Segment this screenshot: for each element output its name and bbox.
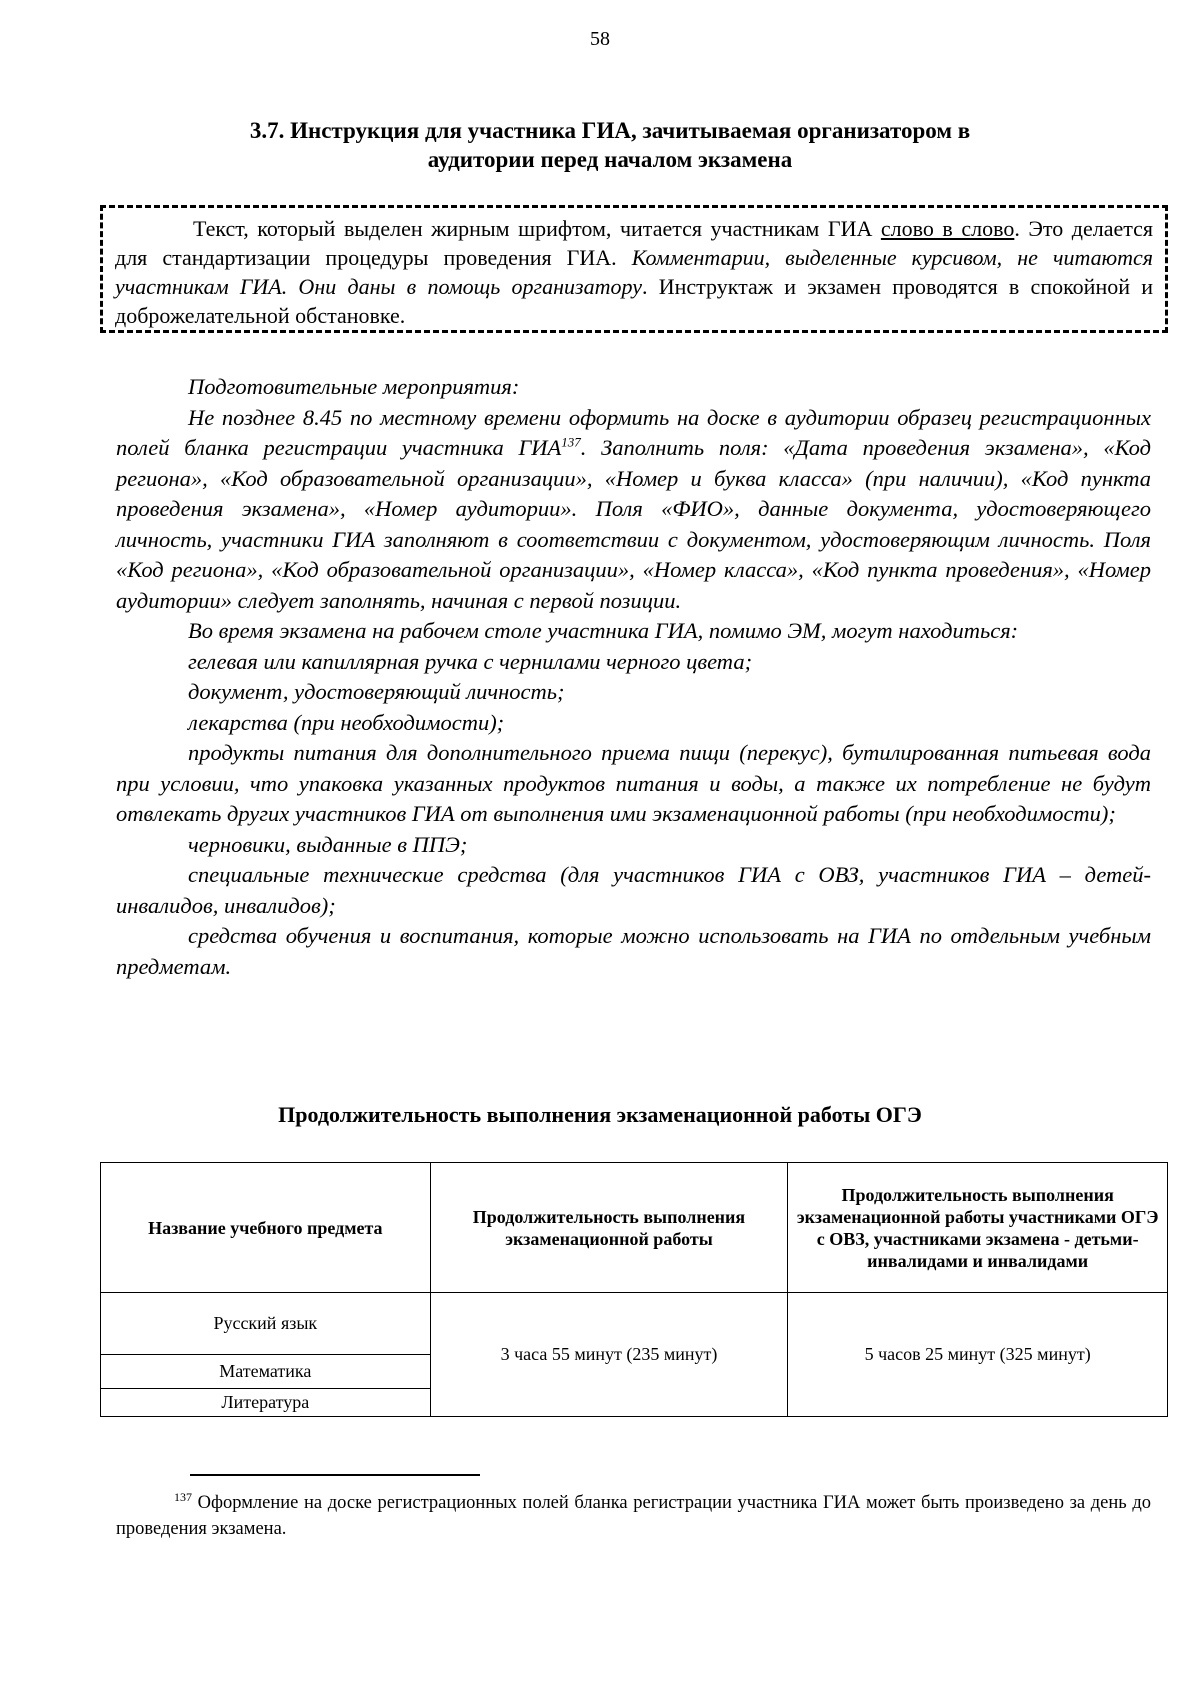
subject-cell: Математика [101, 1355, 431, 1389]
section-title-line-2: аудитории перед началом экзамена [427, 147, 793, 172]
section-title-line-1: 3.7. Инструкция для участника ГИА, зачитываемая организатором в [249, 118, 971, 143]
preparation-p1-text: Не позднее 8.45 по местному времени оформить на доске в аудитории образец регистрационных полей бланка регистрации участника ГИА [116, 404, 1151, 460]
header-duration: Продолжительность выполнения экзаменационной работы [430, 1163, 788, 1293]
header-duration-ovz: Продолжительность выполнения экзаменационной работы участниками ОГЭ с ОВЗ, участниками экзамена - детьми-инвалидами и инвалидами [788, 1163, 1168, 1293]
instruction-notice-box [100, 205, 1168, 333]
allowed-item: гелевая или капиллярная ручка с чернилами черного цвета; [188, 648, 753, 674]
preparation-heading: Подготовительные мероприятия: [188, 374, 520, 399]
notice-italic: Комментарии, выделенные курсивом, не читаются участникам ГИА. Они даны в помощь организатору [115, 245, 1153, 299]
table-title: Продолжительность выполнения экзаменационной работы ОГЭ [278, 1102, 922, 1127]
subject-cell: Русский язык [101, 1293, 431, 1355]
notice-underlined: слово в слово [880, 216, 1015, 241]
footnote-reference: 137 [561, 434, 581, 450]
preparation-paragraph-2: Во время экзамена на рабочем столе участника ГИА, помимо ЭМ, могут находиться: [188, 618, 1019, 643]
section-title [130, 116, 1090, 174]
footnote-separator [190, 1474, 480, 1476]
preparation-paragraph-1 [116, 403, 1151, 617]
footnote-text: Оформление на доске регистрационных полей бланка регистрации участника ГИА может быть произведено за день до проведения экзамена. [116, 1493, 1151, 1539]
allowed-item: специальные технические средства (для участников ГИА с ОВЗ, участников ГИА – детей-инвалидов, инвалидов); [116, 862, 1151, 918]
subject-cell: Литература [101, 1389, 431, 1417]
footnote-number: 137 [174, 1489, 192, 1504]
allowed-item: черновики, выданные в ППЭ; [188, 831, 468, 857]
notice-part-2: . Это делается для стандартизации процедуры проведения ГИА. [115, 216, 1153, 270]
duration-ovz-cell: 5 часов 25 минут (325 минут) [788, 1293, 1168, 1417]
notice-text [115, 214, 1153, 330]
notice-part-3: . Инструктаж и экзамен проводятся в спокойной и доброжелательной обстановке. [115, 274, 1154, 328]
allowed-item: продукты питания для дополнительного приема пищи (перекус), бутилированная питьевая вода при условии, что упаковка указанных продуктов питания и воды, а также их потребление не будут отвлекать других участников ГИА от выполнения ими экзаменационной работы (при необходимости); [116, 740, 1151, 826]
allowed-item: лекарства (при необходимости); [188, 709, 505, 735]
duration-cell: 3 часа 55 минут (235 минут) [430, 1293, 788, 1417]
notice-part-1: Текст, который выделен жирным шрифтом, читается участникам ГИА [193, 216, 881, 241]
header-subject: Название учебного предмета [101, 1163, 431, 1293]
allowed-item: документ, удостоверяющий личность; [188, 679, 565, 704]
table-header-row [101, 1163, 1168, 1293]
preparation-section [116, 372, 1151, 982]
table-row [101, 1293, 1168, 1355]
exam-duration-table [100, 1162, 1168, 1417]
footnote [116, 1490, 1151, 1542]
preparation-p1-text-continued: . Заполнить поля: «Дата проведения экзамена», «Код региона», «Код образовательной организации», «Номер и буква класса» (при наличии), «Код пункта проведения экзамена», «Номер аудитории». Поля «ФИО», данные документа, удостоверяющего личность, участники ГИА заполняют в соответствии с документом, удостоверяющим личность. Поля «Код региона», «Код образовательной организации», «Номер класса», «Код пункта проведения», «Номер аудитории» следует заполнять, начиная с первой позиции. [116, 435, 1151, 613]
page-number: 58 [590, 28, 610, 50]
allowed-item: средства обучения и воспитания, которые можно использовать на ГИА по отдельным учебным предметам. [116, 923, 1151, 979]
